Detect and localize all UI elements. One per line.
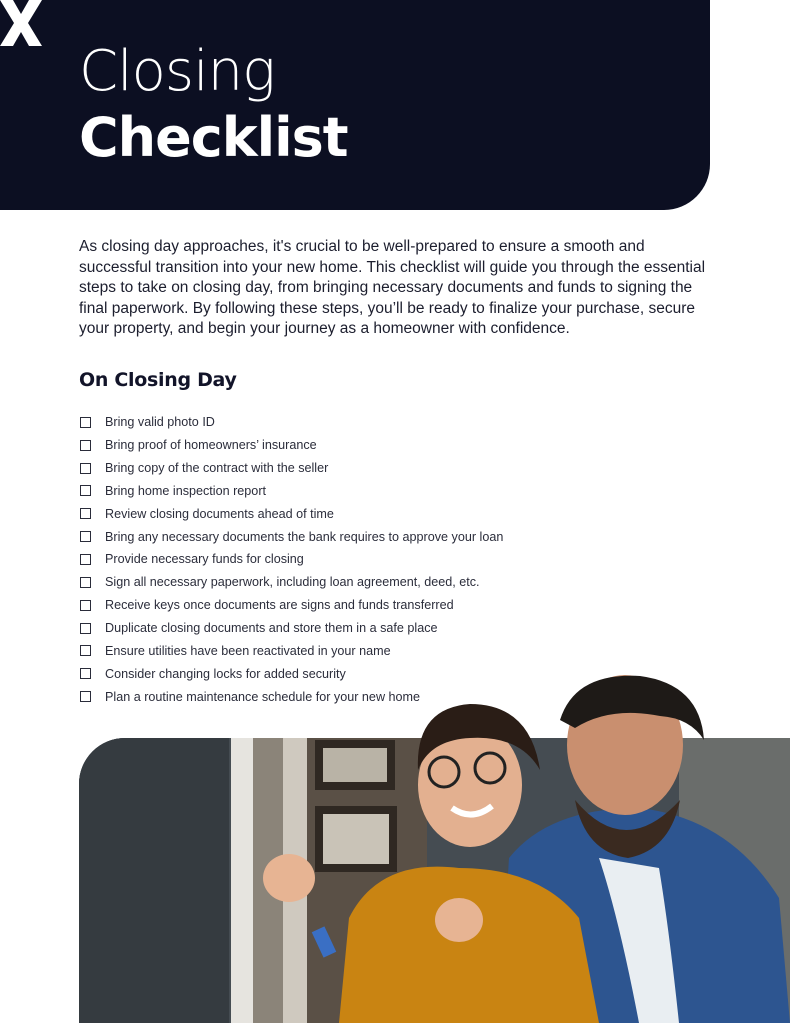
checklist-item-label: Bring copy of the contract with the seller: [105, 461, 329, 476]
checklist-item[interactable]: [80, 639, 503, 662]
checklist-item[interactable]: [80, 434, 503, 457]
checkbox[interactable]: [80, 463, 91, 474]
checkbox[interactable]: [80, 440, 91, 451]
checkbox[interactable]: [80, 508, 91, 519]
checkbox[interactable]: [80, 668, 91, 679]
checkbox[interactable]: [80, 554, 91, 565]
checkbox[interactable]: [80, 485, 91, 496]
checklist-item-label: Consider changing locks for added security: [105, 666, 346, 681]
checklist-item-label: Review closing documents ahead of time: [105, 506, 334, 521]
checklist-item-label: Sign all necessary paperwork, including loan agreement, deed, etc.: [105, 575, 480, 590]
x-logo-icon: [0, 0, 42, 46]
checklist-item-label: Bring home inspection report: [105, 483, 267, 498]
checklist-item-label: Duplicate closing documents and store them in a safe place: [105, 621, 438, 636]
intro-paragraph: As closing day approaches, it's crucial to be well-prepared to ensure a smooth and successful transition into your new home. This checklist will guide you through the essential steps to take on closing day, from bringing necessary documents and funds to signing the final paperwork. By following these steps, you’ll be ready to finalize your purchase, secure your property, and begin your journey as a homeowner with confidence.: [79, 238, 706, 338]
checklist-item[interactable]: [80, 525, 503, 548]
checklist-item-label: Plan a routine maintenance schedule for your new home: [105, 689, 421, 704]
checklist-item[interactable]: [80, 502, 503, 525]
checklist-item-label: Provide necessary funds for closing: [105, 552, 304, 567]
checklist-item[interactable]: [80, 617, 503, 640]
checklist-item[interactable]: [80, 685, 503, 708]
checkbox[interactable]: [80, 623, 91, 634]
checklist-item-label: Receive keys once documents are signs and funds transferred: [105, 598, 454, 613]
page-title-line2: Checklist: [79, 106, 348, 169]
checklist-item[interactable]: [80, 594, 503, 617]
checkbox[interactable]: [80, 577, 91, 588]
header-banner: [0, 0, 710, 210]
couple-holding-keys-photo: [79, 738, 790, 1023]
section-heading: On Closing Day: [79, 369, 237, 391]
checklist-item-label: Bring proof of homeowners’ insurance: [105, 438, 317, 453]
checkbox[interactable]: [80, 600, 91, 611]
checklist-item[interactable]: [80, 480, 503, 503]
checkbox[interactable]: [80, 531, 91, 542]
page-title-line1: Closing: [79, 39, 275, 104]
checklist-item-label: Bring valid photo ID: [105, 415, 215, 430]
closing-checklist: [80, 411, 503, 708]
checklist-item[interactable]: [80, 571, 503, 594]
checklist-item[interactable]: [80, 548, 503, 571]
checkbox[interactable]: [80, 645, 91, 656]
checkbox[interactable]: [80, 691, 91, 702]
checklist-item-label: Bring any necessary documents the bank requires to approve your loan: [105, 529, 504, 544]
checklist-item[interactable]: [80, 457, 503, 480]
checklist-item[interactable]: [80, 662, 503, 685]
checkbox[interactable]: [80, 417, 91, 428]
checklist-item[interactable]: [80, 411, 503, 434]
checklist-item-label: Ensure utilities have been reactivated in your name: [105, 643, 391, 658]
